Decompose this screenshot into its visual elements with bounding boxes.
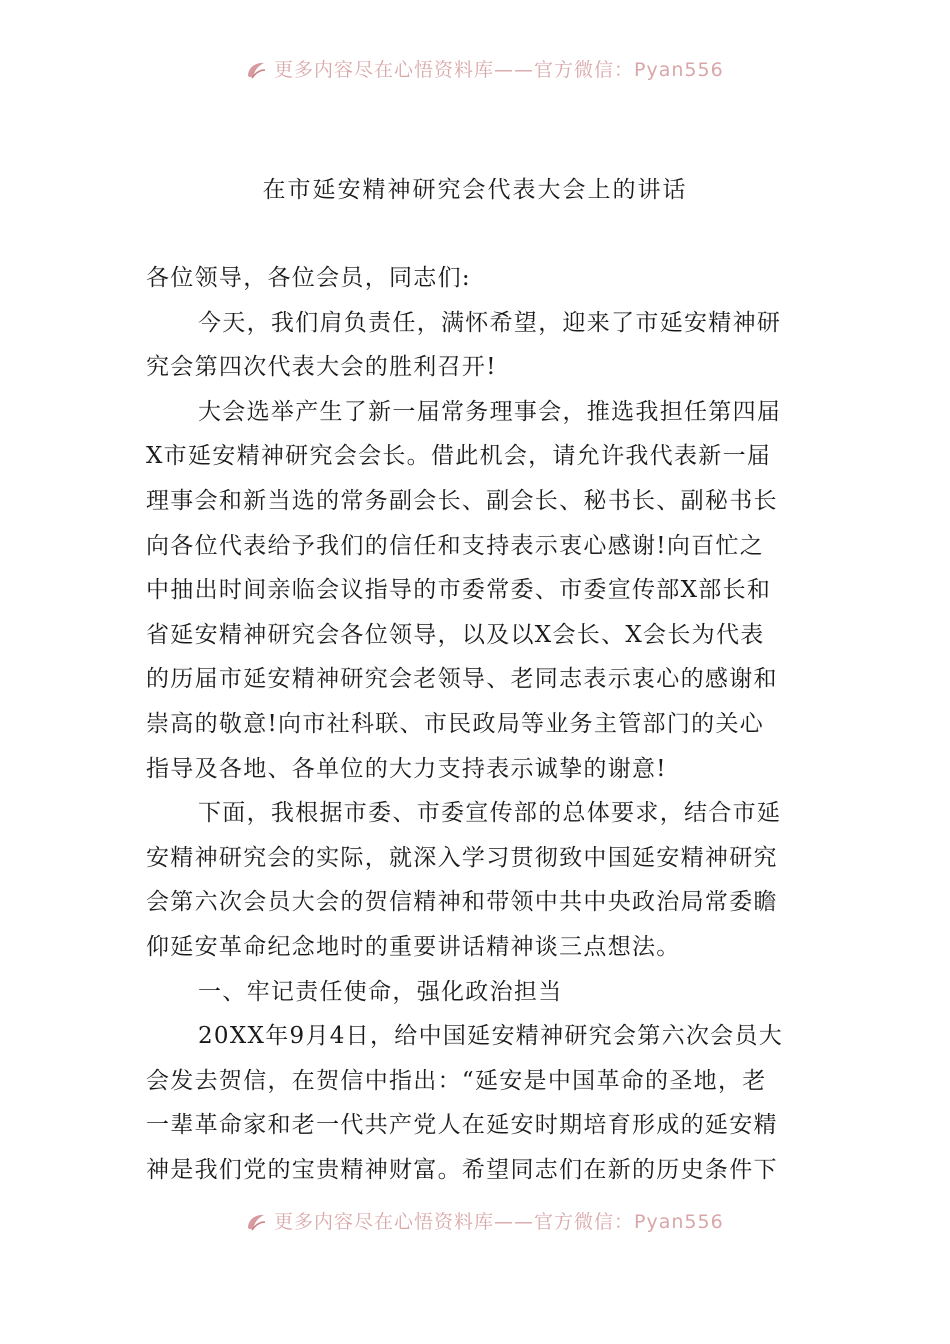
- paragraph-line: 今天，我们肩负责任，满怀希望，迎来了市延安精神研: [198, 309, 782, 336]
- paragraph-line: 崇高的敬意!向市社科联、市民政局等业务主管部门的关心: [146, 710, 765, 737]
- paragraph-line: 会第六次会员大会的贺信精神和带领中共中央政治局常委瞻: [146, 889, 778, 916]
- watermark-text: 更多内容尽在心悟资料库——官方微信：Pyan556: [274, 59, 724, 81]
- paragraph-line: 一辈革命家和老一代共产党人在延安时期培育形成的延安精: [146, 1112, 778, 1139]
- paragraph-line: 理事会和新当选的常务副会长、副会长、秘书长、副秘书长: [146, 487, 778, 514]
- paragraph-line: 究会第四次代表大会的胜利召开!: [146, 354, 497, 381]
- paragraph-line: 中抽出时间亲临会议指导的市委常委、市委宣传部X部长和: [146, 577, 772, 604]
- leaf-swirl-logo-icon: [244, 58, 268, 82]
- paragraph-line: X市延安精神研究会会长。借此机会，请允许我代表新一届: [146, 443, 772, 470]
- document-body: [146, 256, 810, 1192]
- paragraph-line: 大会选举产生了新一届常务理事会，推选我担任第四届: [198, 398, 782, 425]
- paragraph-line: 安精神研究会的实际，就深入学习贯彻致中国延安精神研究: [146, 844, 778, 871]
- paragraph-line: 下面，我根据市委、市委宣传部的总体要求，结合市延: [198, 800, 782, 827]
- paragraph-line: 20XX年9月4日，给中国延安精神研究会第六次会员大: [198, 1023, 784, 1050]
- document-title: 在市延安精神研究会代表大会上的讲话: [262, 177, 688, 203]
- section-heading: 一、牢记责任使命，强化政治担当: [198, 978, 563, 1005]
- paragraph-line: 仰延安革命纪念地时的重要讲话精神谈三点想法。: [146, 933, 681, 960]
- paragraph-line: 的历届市延安精神研究会老领导、老同志表示衷心的感谢和: [146, 666, 778, 693]
- watermark-text: 更多内容尽在心悟资料库——官方微信：Pyan556: [274, 1211, 724, 1233]
- paragraph-line: 指导及各地、各单位的大力支持表示诚挚的谢意!: [146, 755, 667, 782]
- paragraph-line: 向各位代表给予我们的信任和支持表示衷心感谢!向百忙之: [146, 532, 765, 559]
- leaf-swirl-logo-icon: [244, 1210, 268, 1234]
- paragraph-line: 会发去贺信，在贺信中指出：“延安是中国革命的圣地，老: [146, 1067, 767, 1094]
- salutation-line: 各位领导，各位会员，同志们:: [146, 265, 471, 291]
- watermark-header: [0, 48, 950, 88]
- paragraph-line: 神是我们党的宝贵精神财富。希望同志们在新的历史条件下: [146, 1156, 778, 1183]
- paragraph-line: 省延安精神研究会各位领导，以及以X会长、X会长为代表: [146, 621, 765, 648]
- watermark-footer: [0, 1200, 950, 1240]
